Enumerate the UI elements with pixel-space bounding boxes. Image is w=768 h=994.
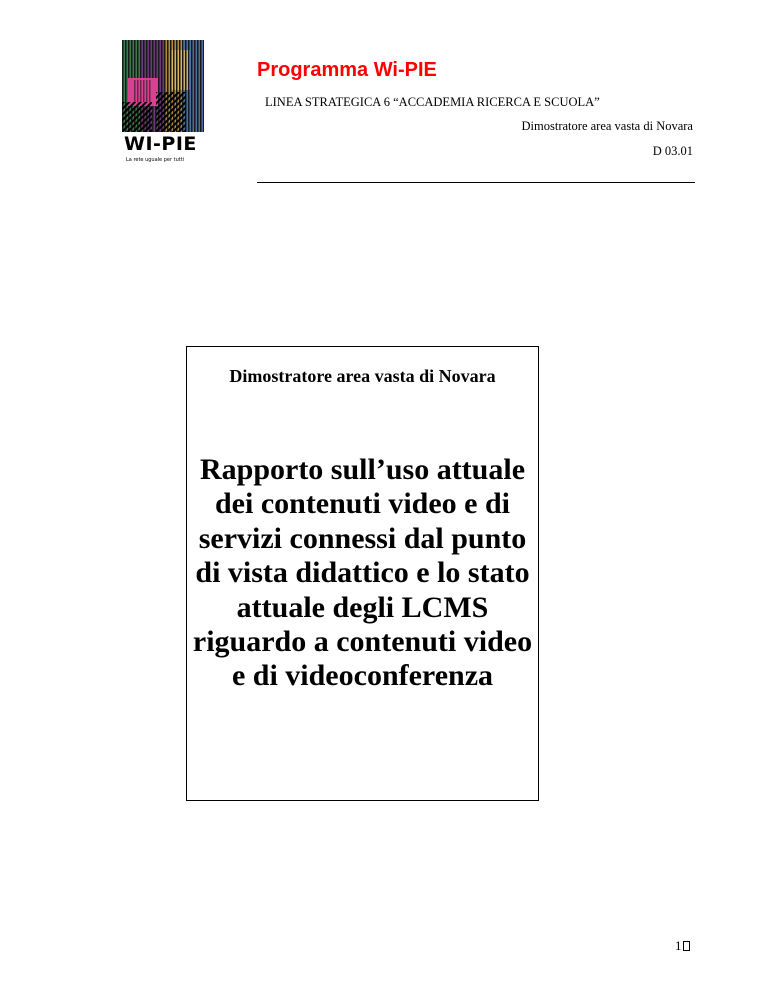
document-code: D 03.01: [652, 144, 693, 158]
demo-area-label: Dimostratore area vasta di Novara: [521, 119, 693, 133]
missing-glyph-icon: [683, 941, 690, 951]
wi-pie-logo: [122, 40, 204, 168]
box-subtitle: Dimostratore area vasta di Novara: [229, 366, 496, 386]
logo-tagline: La rete uguale per tutti: [126, 157, 185, 163]
page-number-value: 1: [675, 938, 682, 953]
wi-pie-logo-graphic: [122, 40, 204, 132]
page-number: [675, 938, 690, 954]
program-title: Programma Wi-PIE: [257, 59, 437, 81]
strategic-line: LINEA STRATEGICA 6 “ACCADEMIA RICERCA E SCUOLA”: [265, 95, 600, 109]
logo-wordmark: WI-PIE: [124, 133, 197, 155]
title-box: [186, 346, 539, 801]
document-title: Rapporto sull’uso attuale dei contenuti video e di servizi connessi dal punto di vista didattico e lo stato attuale degli LCMS riguardo a contenuti video e di videoconferenza: [192, 453, 533, 693]
header-divider: [257, 182, 695, 183]
